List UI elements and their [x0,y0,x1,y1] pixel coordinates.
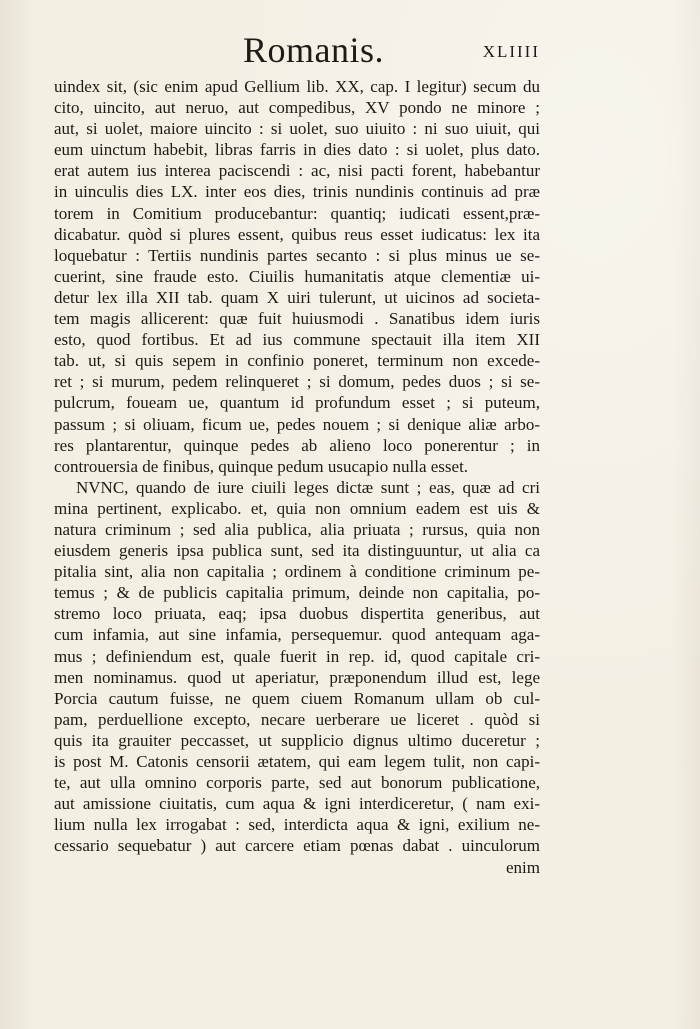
text-line: temus ; & de publicis capitalia primum, deinde non capitalia, po- [54,583,540,603]
folio-number: XLIIII [482,42,540,61]
text-line: controuersia de finibus, quinque pedum usucapio nulla esset. [54,456,469,476]
page-header [54,30,540,74]
text-line: cessario sequebatur ) aut carcere etiam pœnas dabat . uinculorum [54,836,540,856]
text-line: mina pertinent, explicabo. et, quia non omnium eadem est uis & [54,498,540,518]
text-line: te, aut ulla omnino corporis parte, sed aut bonorum publicatione, [54,773,540,793]
text-line: loquebatur : Tertiis nundinis partes secanto : si plus minus ue se- [54,245,540,265]
text-line: in uinculis dies LX. inter eos dies, trinis nundinis continuis ad præ [54,182,540,202]
text-line: detur lex illa XII tab. quam X uiri tulerunt, ut uicinos ad societa- [54,287,540,307]
text-line: cum infamia, aut sine infamia, persequemur. quod antequam aga- [54,625,540,645]
catchword: enim [506,858,540,877]
text-line: mus ; definiendum est, quale fuerit in rep. id, quod capitale cri- [54,646,540,666]
text-line: pitalia sint, alia non capitalia ; ordinem à conditione criminum pe- [54,562,540,582]
text-line: eum uinctum habebit, libras farris in dies dato : si uolet, plus dato. [54,140,540,160]
text-line: quis ita grauiter peccasset, ut supplicio dignus ultimo duceretur ; [54,730,540,750]
text-line: pulcrum, foueam ue, quantum id profundum esset ; si puteum, [54,393,540,413]
text-line: dicabatur. quòd si plures essent, quibus reus esset iudicatus: lex ita [54,224,540,244]
text-line: men nominamus. quod ut aperiatur, præponendum illud est, lege [54,667,540,687]
text-line: aut amissione ciuitatis, cum aqua & igni interdiceretur, ( nam exi- [54,794,540,814]
main-text-block [54,76,540,856]
text-line: aut, si uolet, maiore uincito : si uolet, suo uiuito : ni suo uiuit, qui [54,119,540,139]
text-line: lium nulla lex irrogabat : sed, interdicta aqua & igni, exilium ne- [54,815,540,835]
running-head: Romanis. [243,30,385,70]
text-line: torem in Comitium producebantur: quantiq; iudicati essent,præ- [54,203,540,223]
text-line: res plantarentur, quinque pedes ab alieno loco ponerentur ; in [54,435,540,455]
text-line: esto, quod fortibus. Et ad ius commune spectauit illa item XII [54,330,540,350]
text-line: cito, uincito, aut neruo, aut compedibus, XV pondo ne minore ; [54,98,540,118]
text-line: stremo loco priuata, eaq; ipsa duobus dispertita generibus, aut [54,604,540,624]
text-line: natura criminum ; sed alia publica, alia priuata ; rursus, quia non [54,519,540,539]
text-line: ret ; si murum, pedem relinqueret ; si domum, pedes duos ; si se- [54,372,540,392]
text-line: pam, perduellione excepto, necare uerberare ue liceret . quòd si [54,709,540,729]
text-line: cuerint, sine fraude esto. Ciuilis humanitatis atque clementiæ ui- [54,266,540,286]
text-line: is post M. Catonis censorii ætatem, qui eam legem tulit, non capi- [54,752,540,771]
text-line: eiusdem generis ipsa publica sunt, sed ita distinguuntur, ut alia ca [54,541,540,561]
text-line: passum ; si oliuam, ficum ue, pedes nouem ; si denique aliæ arbo- [54,414,540,434]
text-line: Porcia cautum fuisse, ne quem ciuem Romanum ullam ob cul- [54,688,540,708]
text-line: uindex sit, (sic enim apud Gellium lib. XX, cap. I legitur) secum du [54,77,540,96]
paragraph-start-line: NVNC, quando de iure ciuili leges dictæ sunt ; eas, quæ ad cri [76,477,540,497]
text-line: erat autem ius interea paciscendi : ac, nisi pacti forent, habebantur [54,161,540,181]
text-line: tem magis allicerent: quæ fuit huiusmodi . Sanatibus idem iuris [54,309,540,329]
text-line: tab. ut, si quis sepem in confinio poneret, terminum non excede- [54,351,540,371]
